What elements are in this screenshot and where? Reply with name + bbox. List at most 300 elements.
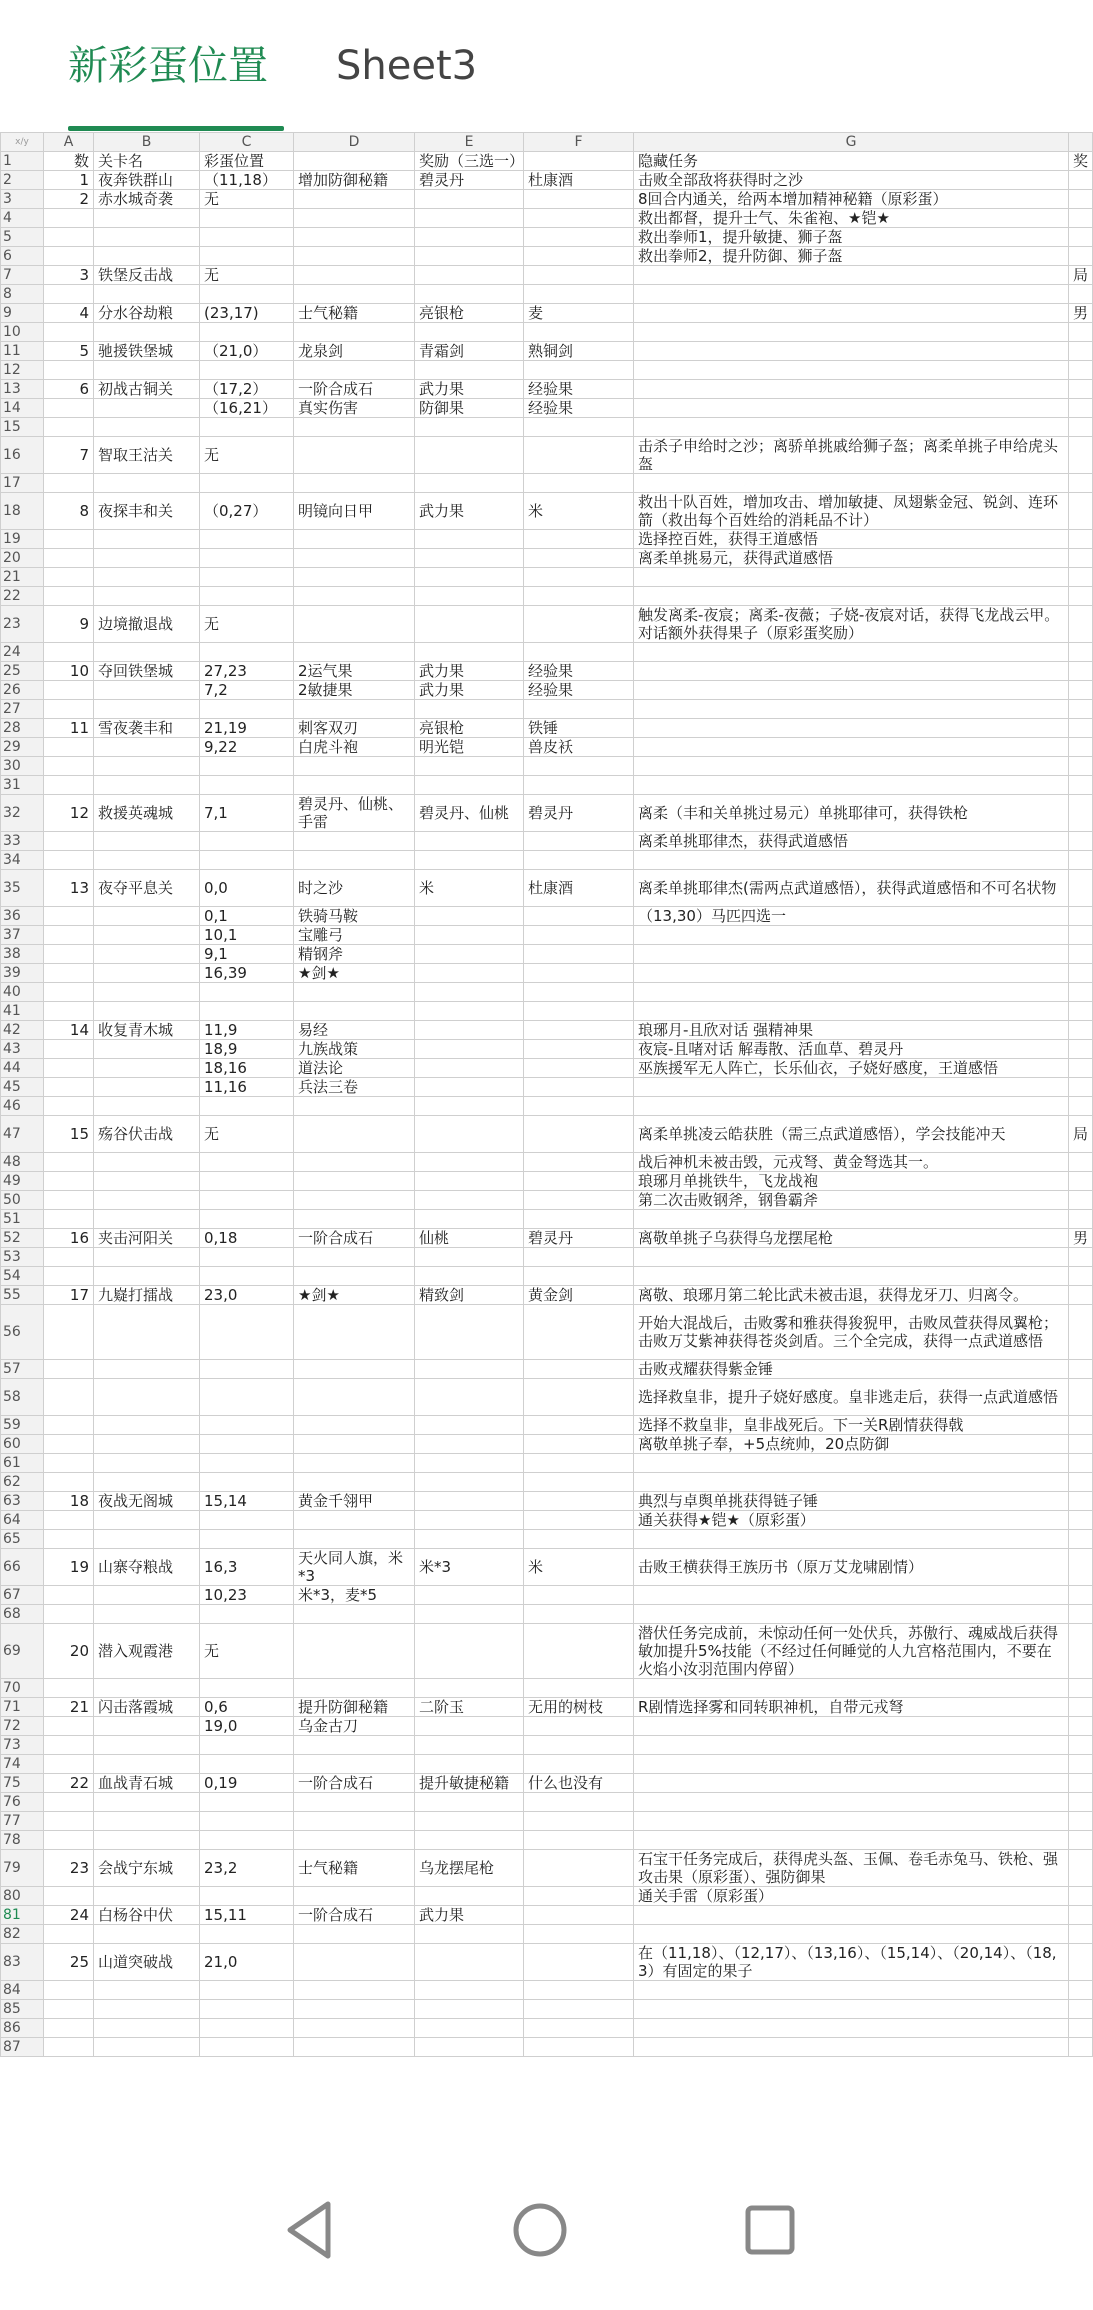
table-cell[interactable]: 战后神机未被击毁，元戎弩、黄金弩选其一。: [634, 1153, 1069, 1172]
table-cell[interactable]: [294, 643, 415, 662]
table-cell[interactable]: [44, 361, 94, 380]
table-cell[interactable]: 25: [44, 1944, 94, 1981]
column-header[interactable]: [1069, 133, 1093, 152]
table-cell[interactable]: [200, 757, 294, 776]
table-cell[interactable]: [94, 643, 200, 662]
table-cell[interactable]: [1069, 493, 1093, 530]
table-cell[interactable]: [1069, 832, 1093, 851]
table-cell[interactable]: 米*3，麦*5: [294, 1586, 415, 1605]
table-cell[interactable]: 熟铜剑: [524, 342, 634, 361]
row-header[interactable]: 69: [1, 1624, 44, 1679]
table-cell[interactable]: [200, 247, 294, 266]
table-cell[interactable]: [634, 1078, 1069, 1097]
table-cell[interactable]: [200, 1379, 294, 1416]
table-cell[interactable]: [200, 1454, 294, 1473]
table-cell[interactable]: [634, 1679, 1069, 1698]
table-cell[interactable]: [200, 285, 294, 304]
table-cell[interactable]: [44, 1416, 94, 1435]
row-header[interactable]: 45: [1, 1078, 44, 1097]
row-header[interactable]: 16: [1, 437, 44, 474]
table-cell[interactable]: [44, 568, 94, 587]
table-cell[interactable]: [200, 983, 294, 1002]
table-cell[interactable]: [524, 361, 634, 380]
table-cell[interactable]: 武力果: [415, 493, 524, 530]
table-cell[interactable]: 第二次击败钢斧，钢鲁霸斧: [634, 1191, 1069, 1210]
table-cell[interactable]: [44, 1059, 94, 1078]
table-cell[interactable]: [1069, 643, 1093, 662]
table-cell[interactable]: 选择不救皇非，皇非战死后。下一关R剧情获得戟: [634, 1416, 1069, 1435]
table-cell[interactable]: [1069, 1624, 1093, 1679]
table-cell[interactable]: [94, 757, 200, 776]
table-cell[interactable]: [634, 738, 1069, 757]
row-header[interactable]: 28: [1, 719, 44, 738]
table-cell[interactable]: 选择救皇非，提升子娆好感度。皇非逃走后，获得一点武道感悟: [634, 1379, 1069, 1416]
table-cell[interactable]: [94, 700, 200, 719]
table-cell[interactable]: 20: [44, 1624, 94, 1679]
table-cell[interactable]: [415, 1812, 524, 1831]
table-cell[interactable]: 会战宁东城: [94, 1850, 200, 1887]
row-header[interactable]: 78: [1, 1831, 44, 1850]
table-cell[interactable]: [1069, 437, 1093, 474]
row-header[interactable]: 19: [1, 530, 44, 549]
table-cell[interactable]: [415, 1191, 524, 1210]
tab-sheet-new-easter-egg[interactable]: 新彩蛋位置: [68, 43, 268, 89]
table-cell[interactable]: 易经: [294, 1021, 415, 1040]
table-cell[interactable]: [94, 832, 200, 851]
table-cell[interactable]: [94, 285, 200, 304]
table-cell[interactable]: [524, 1850, 634, 1887]
table-cell[interactable]: [524, 1831, 634, 1850]
table-cell[interactable]: [415, 851, 524, 870]
table-cell[interactable]: [1069, 1511, 1093, 1530]
table-cell[interactable]: [94, 2038, 200, 2057]
table-cell[interactable]: [1069, 247, 1093, 266]
table-cell[interactable]: [524, 568, 634, 587]
table-cell[interactable]: 救出都督，提升士气、朱雀袍、★铠★: [634, 209, 1069, 228]
table-cell[interactable]: [1069, 1717, 1093, 1736]
table-cell[interactable]: 黄金剑: [524, 1286, 634, 1305]
table-cell[interactable]: [200, 1473, 294, 1492]
table-cell[interactable]: 米*3: [415, 1549, 524, 1586]
table-cell[interactable]: [415, 1755, 524, 1774]
table-cell[interactable]: 碧灵丹: [415, 171, 524, 190]
table-cell[interactable]: [294, 323, 415, 342]
table-cell[interactable]: [94, 1416, 200, 1435]
table-cell[interactable]: [200, 1153, 294, 1172]
table-cell[interactable]: [415, 474, 524, 493]
table-cell[interactable]: [44, 700, 94, 719]
table-cell[interactable]: 真实伤害: [294, 399, 415, 418]
table-cell[interactable]: 杜康酒: [524, 870, 634, 907]
table-cell[interactable]: [294, 1248, 415, 1267]
table-cell[interactable]: [1069, 757, 1093, 776]
table-cell[interactable]: [634, 1473, 1069, 1492]
table-cell[interactable]: 通关获得★铠★（原彩蛋）: [634, 1511, 1069, 1530]
row-header[interactable]: 44: [1, 1059, 44, 1078]
table-cell[interactable]: 离敬单挑子乌获得乌龙摆尾枪: [634, 1229, 1069, 1248]
row-header[interactable]: 29: [1, 738, 44, 757]
table-cell[interactable]: （16,21）: [200, 399, 294, 418]
table-cell[interactable]: [1069, 2000, 1093, 2019]
table-cell[interactable]: 离敬、琅琊月第二轮比武未被击退，获得龙牙刀、归离令。: [634, 1286, 1069, 1305]
table-cell[interactable]: [294, 2019, 415, 2038]
table-cell[interactable]: 9,1: [200, 945, 294, 964]
table-cell[interactable]: 刺客双刃: [294, 719, 415, 738]
table-cell[interactable]: [94, 474, 200, 493]
table-cell[interactable]: [94, 1717, 200, 1736]
table-cell[interactable]: 潜入观霞港: [94, 1624, 200, 1679]
table-cell[interactable]: [524, 945, 634, 964]
table-cell[interactable]: 提升防御秘籍: [294, 1698, 415, 1717]
table-cell[interactable]: [294, 1831, 415, 1850]
table-cell[interactable]: [1069, 1925, 1093, 1944]
table-cell[interactable]: [94, 1153, 200, 1172]
table-cell[interactable]: [1069, 399, 1093, 418]
table-cell[interactable]: 选择控百姓，获得王道感悟: [634, 530, 1069, 549]
row-header[interactable]: 35: [1, 870, 44, 907]
table-cell[interactable]: [524, 549, 634, 568]
table-cell[interactable]: [524, 1511, 634, 1530]
table-cell[interactable]: 碧灵丹: [524, 795, 634, 832]
row-header[interactable]: 87: [1, 2038, 44, 2057]
table-cell[interactable]: [294, 1210, 415, 1229]
table-cell[interactable]: [1069, 1831, 1093, 1850]
table-cell[interactable]: [1069, 1736, 1093, 1755]
table-cell[interactable]: [44, 1435, 94, 1454]
table-cell[interactable]: 12: [44, 795, 94, 832]
table-cell[interactable]: 典烈与卓舆单挑获得链子锤: [634, 1492, 1069, 1511]
table-cell[interactable]: 21,0: [200, 1944, 294, 1981]
table-cell[interactable]: [200, 1360, 294, 1379]
table-cell[interactable]: [44, 228, 94, 247]
table-cell[interactable]: [415, 1624, 524, 1679]
table-cell[interactable]: [200, 587, 294, 606]
table-cell[interactable]: [44, 1511, 94, 1530]
table-cell[interactable]: [294, 2038, 415, 2057]
table-cell[interactable]: [44, 418, 94, 437]
row-header[interactable]: 68: [1, 1605, 44, 1624]
table-cell[interactable]: 白杨谷中伏: [94, 1906, 200, 1925]
table-cell[interactable]: [415, 1831, 524, 1850]
table-cell[interactable]: [1069, 1473, 1093, 1492]
row-header[interactable]: 86: [1, 2019, 44, 2038]
row-header[interactable]: 51: [1, 1210, 44, 1229]
table-cell[interactable]: [1069, 851, 1093, 870]
table-cell[interactable]: 黄金千翎甲: [294, 1492, 415, 1511]
table-cell[interactable]: [1069, 1078, 1093, 1097]
table-cell[interactable]: [1069, 1153, 1093, 1172]
table-cell[interactable]: [415, 1435, 524, 1454]
table-cell[interactable]: 14: [44, 1021, 94, 1040]
table-cell[interactable]: [294, 606, 415, 643]
table-cell[interactable]: [294, 437, 415, 474]
table-cell[interactable]: [1069, 1416, 1093, 1435]
table-cell[interactable]: 21,19: [200, 719, 294, 738]
table-cell[interactable]: 无: [200, 1116, 294, 1153]
table-cell[interactable]: ★剑★: [294, 964, 415, 983]
table-cell[interactable]: [200, 1793, 294, 1812]
table-cell[interactable]: [94, 1887, 200, 1906]
table-cell[interactable]: [524, 266, 634, 285]
table-cell[interactable]: [634, 2019, 1069, 2038]
table-cell[interactable]: 0,19: [200, 1774, 294, 1793]
table-cell[interactable]: 白虎斗袍: [294, 738, 415, 757]
table-cell[interactable]: [1069, 1191, 1093, 1210]
table-cell[interactable]: 夺回铁堡城: [94, 662, 200, 681]
table-cell[interactable]: 救出十队百姓，增加攻击、增加敏捷、凤翅紫金冠、锐剑、连环箭（救出每个百姓给的消耗品不计）: [634, 493, 1069, 530]
table-cell[interactable]: [634, 964, 1069, 983]
table-cell[interactable]: 局: [1069, 1116, 1093, 1153]
table-cell[interactable]: [524, 851, 634, 870]
table-cell[interactable]: [294, 418, 415, 437]
table-cell[interactable]: 初战古铜关: [94, 380, 200, 399]
table-cell[interactable]: [294, 832, 415, 851]
row-header[interactable]: 27: [1, 700, 44, 719]
table-cell[interactable]: [634, 1605, 1069, 1624]
table-cell[interactable]: [524, 1624, 634, 1679]
table-cell[interactable]: [415, 643, 524, 662]
table-cell[interactable]: [200, 228, 294, 247]
table-cell[interactable]: [1069, 700, 1093, 719]
table-cell[interactable]: [634, 1002, 1069, 1021]
table-cell[interactable]: [44, 681, 94, 700]
table-cell[interactable]: [634, 1454, 1069, 1473]
table-cell[interactable]: 彩蛋位置: [200, 152, 294, 171]
table-cell[interactable]: [524, 1191, 634, 1210]
table-cell[interactable]: [294, 285, 415, 304]
table-cell[interactable]: [94, 851, 200, 870]
table-cell[interactable]: [44, 1248, 94, 1267]
table-cell[interactable]: [415, 1511, 524, 1530]
table-cell[interactable]: [1069, 2038, 1093, 2057]
table-cell[interactable]: 明镜向日甲: [294, 493, 415, 530]
table-cell[interactable]: [524, 1116, 634, 1153]
table-cell[interactable]: [1069, 1605, 1093, 1624]
table-cell[interactable]: [94, 1435, 200, 1454]
table-cell[interactable]: [524, 285, 634, 304]
row-header[interactable]: 55: [1, 1286, 44, 1305]
table-cell[interactable]: [44, 1831, 94, 1850]
table-cell[interactable]: 明光铠: [415, 738, 524, 757]
table-cell[interactable]: [294, 361, 415, 380]
table-cell[interactable]: 15,11: [200, 1906, 294, 1925]
table-cell[interactable]: 琅琊月单挑铁牛，飞龙战袍: [634, 1172, 1069, 1191]
table-cell[interactable]: [634, 1755, 1069, 1774]
table-cell[interactable]: [415, 1887, 524, 1906]
table-cell[interactable]: [1069, 1040, 1093, 1059]
table-cell[interactable]: [634, 1981, 1069, 2000]
table-cell[interactable]: [294, 1944, 415, 1981]
table-cell[interactable]: [524, 1097, 634, 1116]
table-cell[interactable]: 经验果: [524, 399, 634, 418]
table-cell[interactable]: [94, 2019, 200, 2038]
table-cell[interactable]: [1069, 983, 1093, 1002]
table-cell[interactable]: 亮银枪: [415, 304, 524, 323]
row-header[interactable]: 83: [1, 1944, 44, 1981]
table-cell[interactable]: 救出拳师1，提升敏捷、狮子盔: [634, 228, 1069, 247]
table-cell[interactable]: 15: [44, 1116, 94, 1153]
table-cell[interactable]: [524, 1454, 634, 1473]
row-header[interactable]: 75: [1, 1774, 44, 1793]
table-cell[interactable]: [44, 1605, 94, 1624]
table-cell[interactable]: [94, 1097, 200, 1116]
table-cell[interactable]: [200, 2000, 294, 2019]
table-cell[interactable]: 奖: [1069, 152, 1093, 171]
table-cell[interactable]: [94, 1379, 200, 1416]
table-cell[interactable]: [524, 1360, 634, 1379]
row-header[interactable]: 64: [1, 1511, 44, 1530]
table-cell[interactable]: 收复青木城: [94, 1021, 200, 1040]
table-cell[interactable]: [415, 1021, 524, 1040]
row-header[interactable]: 22: [1, 587, 44, 606]
table-cell[interactable]: [44, 1360, 94, 1379]
table-cell[interactable]: [94, 2000, 200, 2019]
table-cell[interactable]: [1069, 1586, 1093, 1605]
table-cell[interactable]: [94, 1210, 200, 1229]
table-cell[interactable]: [44, 474, 94, 493]
table-cell[interactable]: [294, 1305, 415, 1360]
table-cell[interactable]: [1069, 1492, 1093, 1511]
table-cell[interactable]: [1069, 418, 1093, 437]
table-cell[interactable]: [415, 907, 524, 926]
table-cell[interactable]: [524, 1059, 634, 1078]
table-cell[interactable]: 击败全部敌将获得时之沙: [634, 171, 1069, 190]
table-cell[interactable]: [200, 1248, 294, 1267]
table-cell[interactable]: [634, 983, 1069, 1002]
table-cell[interactable]: [415, 1605, 524, 1624]
table-cell[interactable]: 武力果: [415, 1906, 524, 1925]
table-cell[interactable]: [294, 1002, 415, 1021]
table-cell[interactable]: [415, 1172, 524, 1191]
table-cell[interactable]: 8回合内通关，给两本增加精神秘籍（原彩蛋）: [634, 190, 1069, 209]
table-cell[interactable]: [634, 568, 1069, 587]
table-cell[interactable]: [415, 1078, 524, 1097]
table-cell[interactable]: [44, 530, 94, 549]
table-cell[interactable]: 乌金古刀: [294, 1717, 415, 1736]
table-cell[interactable]: [200, 1210, 294, 1229]
table-cell[interactable]: 增加防御秘籍: [294, 171, 415, 190]
table-cell[interactable]: [94, 209, 200, 228]
table-cell[interactable]: 击败王横获得王族历书（原万艾龙啸剧情）: [634, 1549, 1069, 1586]
table-cell[interactable]: 碧灵丹、仙桃、手雷: [294, 795, 415, 832]
row-header[interactable]: 25: [1, 662, 44, 681]
column-header[interactable]: B: [94, 133, 200, 152]
row-header[interactable]: 1: [1, 152, 44, 171]
row-header[interactable]: 23: [1, 606, 44, 643]
table-cell[interactable]: [44, 964, 94, 983]
table-cell[interactable]: [94, 1059, 200, 1078]
table-cell[interactable]: 18,9: [200, 1040, 294, 1059]
row-header[interactable]: 43: [1, 1040, 44, 1059]
table-cell[interactable]: [44, 285, 94, 304]
table-cell[interactable]: [200, 1267, 294, 1286]
home-icon[interactable]: [500, 2190, 580, 2270]
table-cell[interactable]: [44, 1812, 94, 1831]
table-cell[interactable]: [415, 1002, 524, 1021]
table-cell[interactable]: [294, 549, 415, 568]
table-cell[interactable]: [94, 1605, 200, 1624]
table-cell[interactable]: [94, 228, 200, 247]
table-cell[interactable]: [1069, 662, 1093, 681]
table-cell[interactable]: [44, 1586, 94, 1605]
table-cell[interactable]: 16,3: [200, 1549, 294, 1586]
row-header[interactable]: 47: [1, 1116, 44, 1153]
table-cell[interactable]: 10,1: [200, 926, 294, 945]
table-cell[interactable]: [44, 907, 94, 926]
table-cell[interactable]: [634, 1774, 1069, 1793]
table-cell[interactable]: [94, 1736, 200, 1755]
table-cell[interactable]: [44, 1793, 94, 1812]
row-header[interactable]: 61: [1, 1454, 44, 1473]
table-cell[interactable]: [44, 851, 94, 870]
table-cell[interactable]: [94, 1831, 200, 1850]
table-cell[interactable]: [1069, 1379, 1093, 1416]
table-cell[interactable]: [44, 247, 94, 266]
row-header[interactable]: 56: [1, 1305, 44, 1360]
row-header[interactable]: 32: [1, 795, 44, 832]
table-cell[interactable]: 兵法三卷: [294, 1078, 415, 1097]
table-cell[interactable]: [94, 1248, 200, 1267]
table-cell[interactable]: [634, 474, 1069, 493]
table-cell[interactable]: [200, 1605, 294, 1624]
table-cell[interactable]: [415, 1097, 524, 1116]
table-cell[interactable]: 19,0: [200, 1717, 294, 1736]
table-cell[interactable]: 麦: [524, 304, 634, 323]
row-header[interactable]: 13: [1, 380, 44, 399]
table-cell[interactable]: 经验果: [524, 380, 634, 399]
table-cell[interactable]: [524, 1981, 634, 2000]
table-cell[interactable]: [200, 1191, 294, 1210]
row-header[interactable]: 12: [1, 361, 44, 380]
table-cell[interactable]: [94, 1981, 200, 2000]
table-cell[interactable]: 乌龙摆尾枪: [415, 1850, 524, 1887]
table-cell[interactable]: 米: [524, 1549, 634, 1586]
table-cell[interactable]: [200, 851, 294, 870]
row-header[interactable]: 10: [1, 323, 44, 342]
table-cell[interactable]: 夜探丰和关: [94, 493, 200, 530]
table-cell[interactable]: [94, 738, 200, 757]
table-cell[interactable]: [524, 190, 634, 209]
table-cell[interactable]: [200, 776, 294, 795]
table-cell[interactable]: 离柔单挑易元，获得武道感悟: [634, 549, 1069, 568]
table-cell[interactable]: [524, 1305, 634, 1360]
table-cell[interactable]: [415, 568, 524, 587]
table-cell[interactable]: 奖励（三选一）: [415, 152, 524, 171]
table-cell[interactable]: 夹击河阳关: [94, 1229, 200, 1248]
table-cell[interactable]: [294, 152, 415, 171]
table-cell[interactable]: [415, 190, 524, 209]
table-cell[interactable]: [200, 1097, 294, 1116]
table-cell[interactable]: [634, 266, 1069, 285]
table-cell[interactable]: [1069, 1360, 1093, 1379]
table-cell[interactable]: [94, 945, 200, 964]
table-cell[interactable]: [200, 1981, 294, 2000]
table-cell[interactable]: [1069, 1097, 1093, 1116]
row-header[interactable]: 8: [1, 285, 44, 304]
row-header[interactable]: 46: [1, 1097, 44, 1116]
table-cell[interactable]: [44, 2000, 94, 2019]
table-cell[interactable]: 23: [44, 1850, 94, 1887]
row-header[interactable]: 41: [1, 1002, 44, 1021]
table-cell[interactable]: [1069, 1059, 1093, 1078]
table-cell[interactable]: 宝雕弓: [294, 926, 415, 945]
table-cell[interactable]: [524, 1812, 634, 1831]
table-cell[interactable]: [294, 568, 415, 587]
row-header[interactable]: 58: [1, 1379, 44, 1416]
table-cell[interactable]: 16: [44, 1229, 94, 1248]
table-cell[interactable]: [415, 1473, 524, 1492]
table-cell[interactable]: 27,23: [200, 662, 294, 681]
